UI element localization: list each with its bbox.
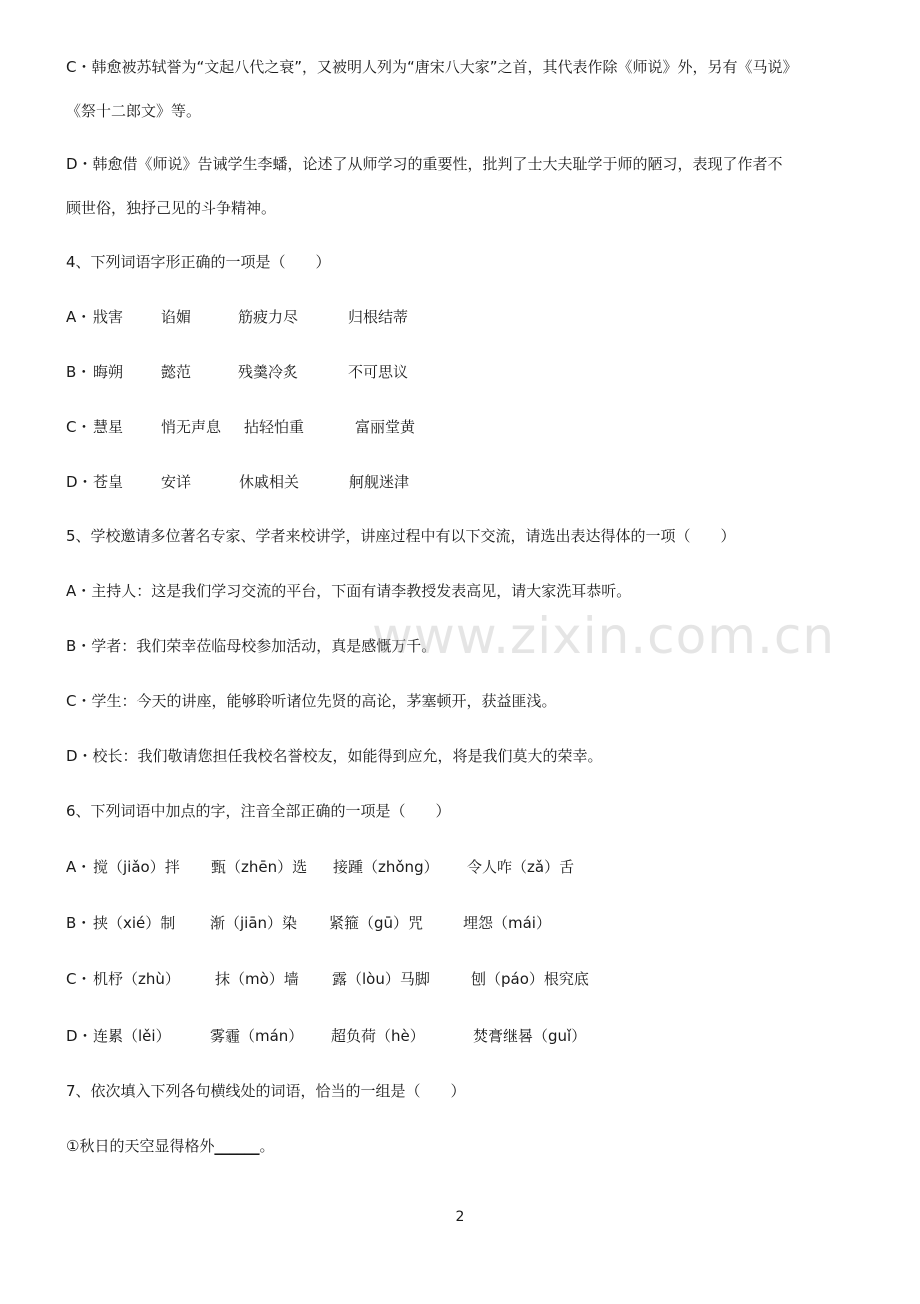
q7-item-1: ①秋日的天空显得格外______。 bbox=[66, 1137, 275, 1155]
page-number: 2 bbox=[455, 1209, 465, 1225]
q6-question: 6、下列词语中加点的字，注音全部正确的一项是（ ） bbox=[66, 802, 451, 820]
q3-option-c-line2: 《祭十二郎文》等。 bbox=[66, 102, 202, 120]
q3-option-d-line1: D・韩愈借《师说》告诫学生李蟠，论述了从师学习的重要性，批判了士大夫耻学于师的陋习，表现了作者不 bbox=[66, 155, 783, 173]
q6-option-b: B・ 挟（xié）制 渐（jiān）染 紧箍（gū）咒 埋怨（mái） bbox=[66, 914, 551, 932]
q5-option-b: B・学者：我们荣幸莅临母校参加活动，真是感慨万千。 bbox=[66, 637, 437, 655]
q6-option-c: C・ 机杼（zhù） 抹（mò）墙 露（lòu）马脚 刨（páo）根究底 bbox=[66, 970, 589, 988]
q7-question: 7、依次填入下列各句横线处的词语，恰当的一组是（ ） bbox=[66, 1082, 466, 1100]
q3-option-d-line2: 顾世俗，独抒己见的斗争精神。 bbox=[66, 199, 277, 217]
q5-question: 5、学校邀请多位著名专家、学者来校讲学，讲座过程中有以下交流，请选出表达得体的一项（ ） bbox=[66, 527, 736, 545]
watermark: www.zixin.com.cn bbox=[372, 607, 836, 665]
q4-option-d: D・苍皇 安详 休戚相关 舸舰迷津 bbox=[66, 473, 410, 491]
q4-question: 4、下列词语字形正确的一项是（ ） bbox=[66, 253, 331, 271]
q4-option-b: B・ 晦朔 懿范 残羹冷炙 不可思议 bbox=[66, 363, 409, 381]
q3-option-c-line1: C・韩愈被苏轼誉为“文起八代之衰”，又被明人列为“唐宋八大家”之首，其代表作除《师说》外，另有《马说》 bbox=[66, 58, 798, 76]
q4-option-a: A・ 戕害 谄媚 筋疲力尽 归根结蒂 bbox=[66, 308, 409, 326]
q5-option-a: A・主持人：这是我们学习交流的平台，下面有请李教授发表高见，请大家洗耳恭听。 bbox=[66, 582, 632, 600]
fill-in-blank: ______ bbox=[214, 1137, 260, 1155]
q6-option-a: A・ 搅（jiǎo）拌 甄（zhēn）选 接踵（zhǒng） 令人咋（zǎ）舌 bbox=[66, 858, 575, 876]
q6-option-d: D・连累（lěi） 雾霾（mán） 超负荷（hè） 焚膏继晷（guǐ） bbox=[66, 1027, 587, 1045]
q4-option-c: C・ 慧星 悄无声息 拈轻怕重 富丽堂黄 bbox=[66, 418, 416, 436]
q5-option-c: C・学生：今天的讲座，能够聆听诸位先贤的高论，茅塞顿开，获益匪浅。 bbox=[66, 692, 557, 710]
q5-option-d: D・校长：我们敬请您担任我校名誉校友，如能得到应允，将是我们莫大的荣幸。 bbox=[66, 747, 603, 765]
